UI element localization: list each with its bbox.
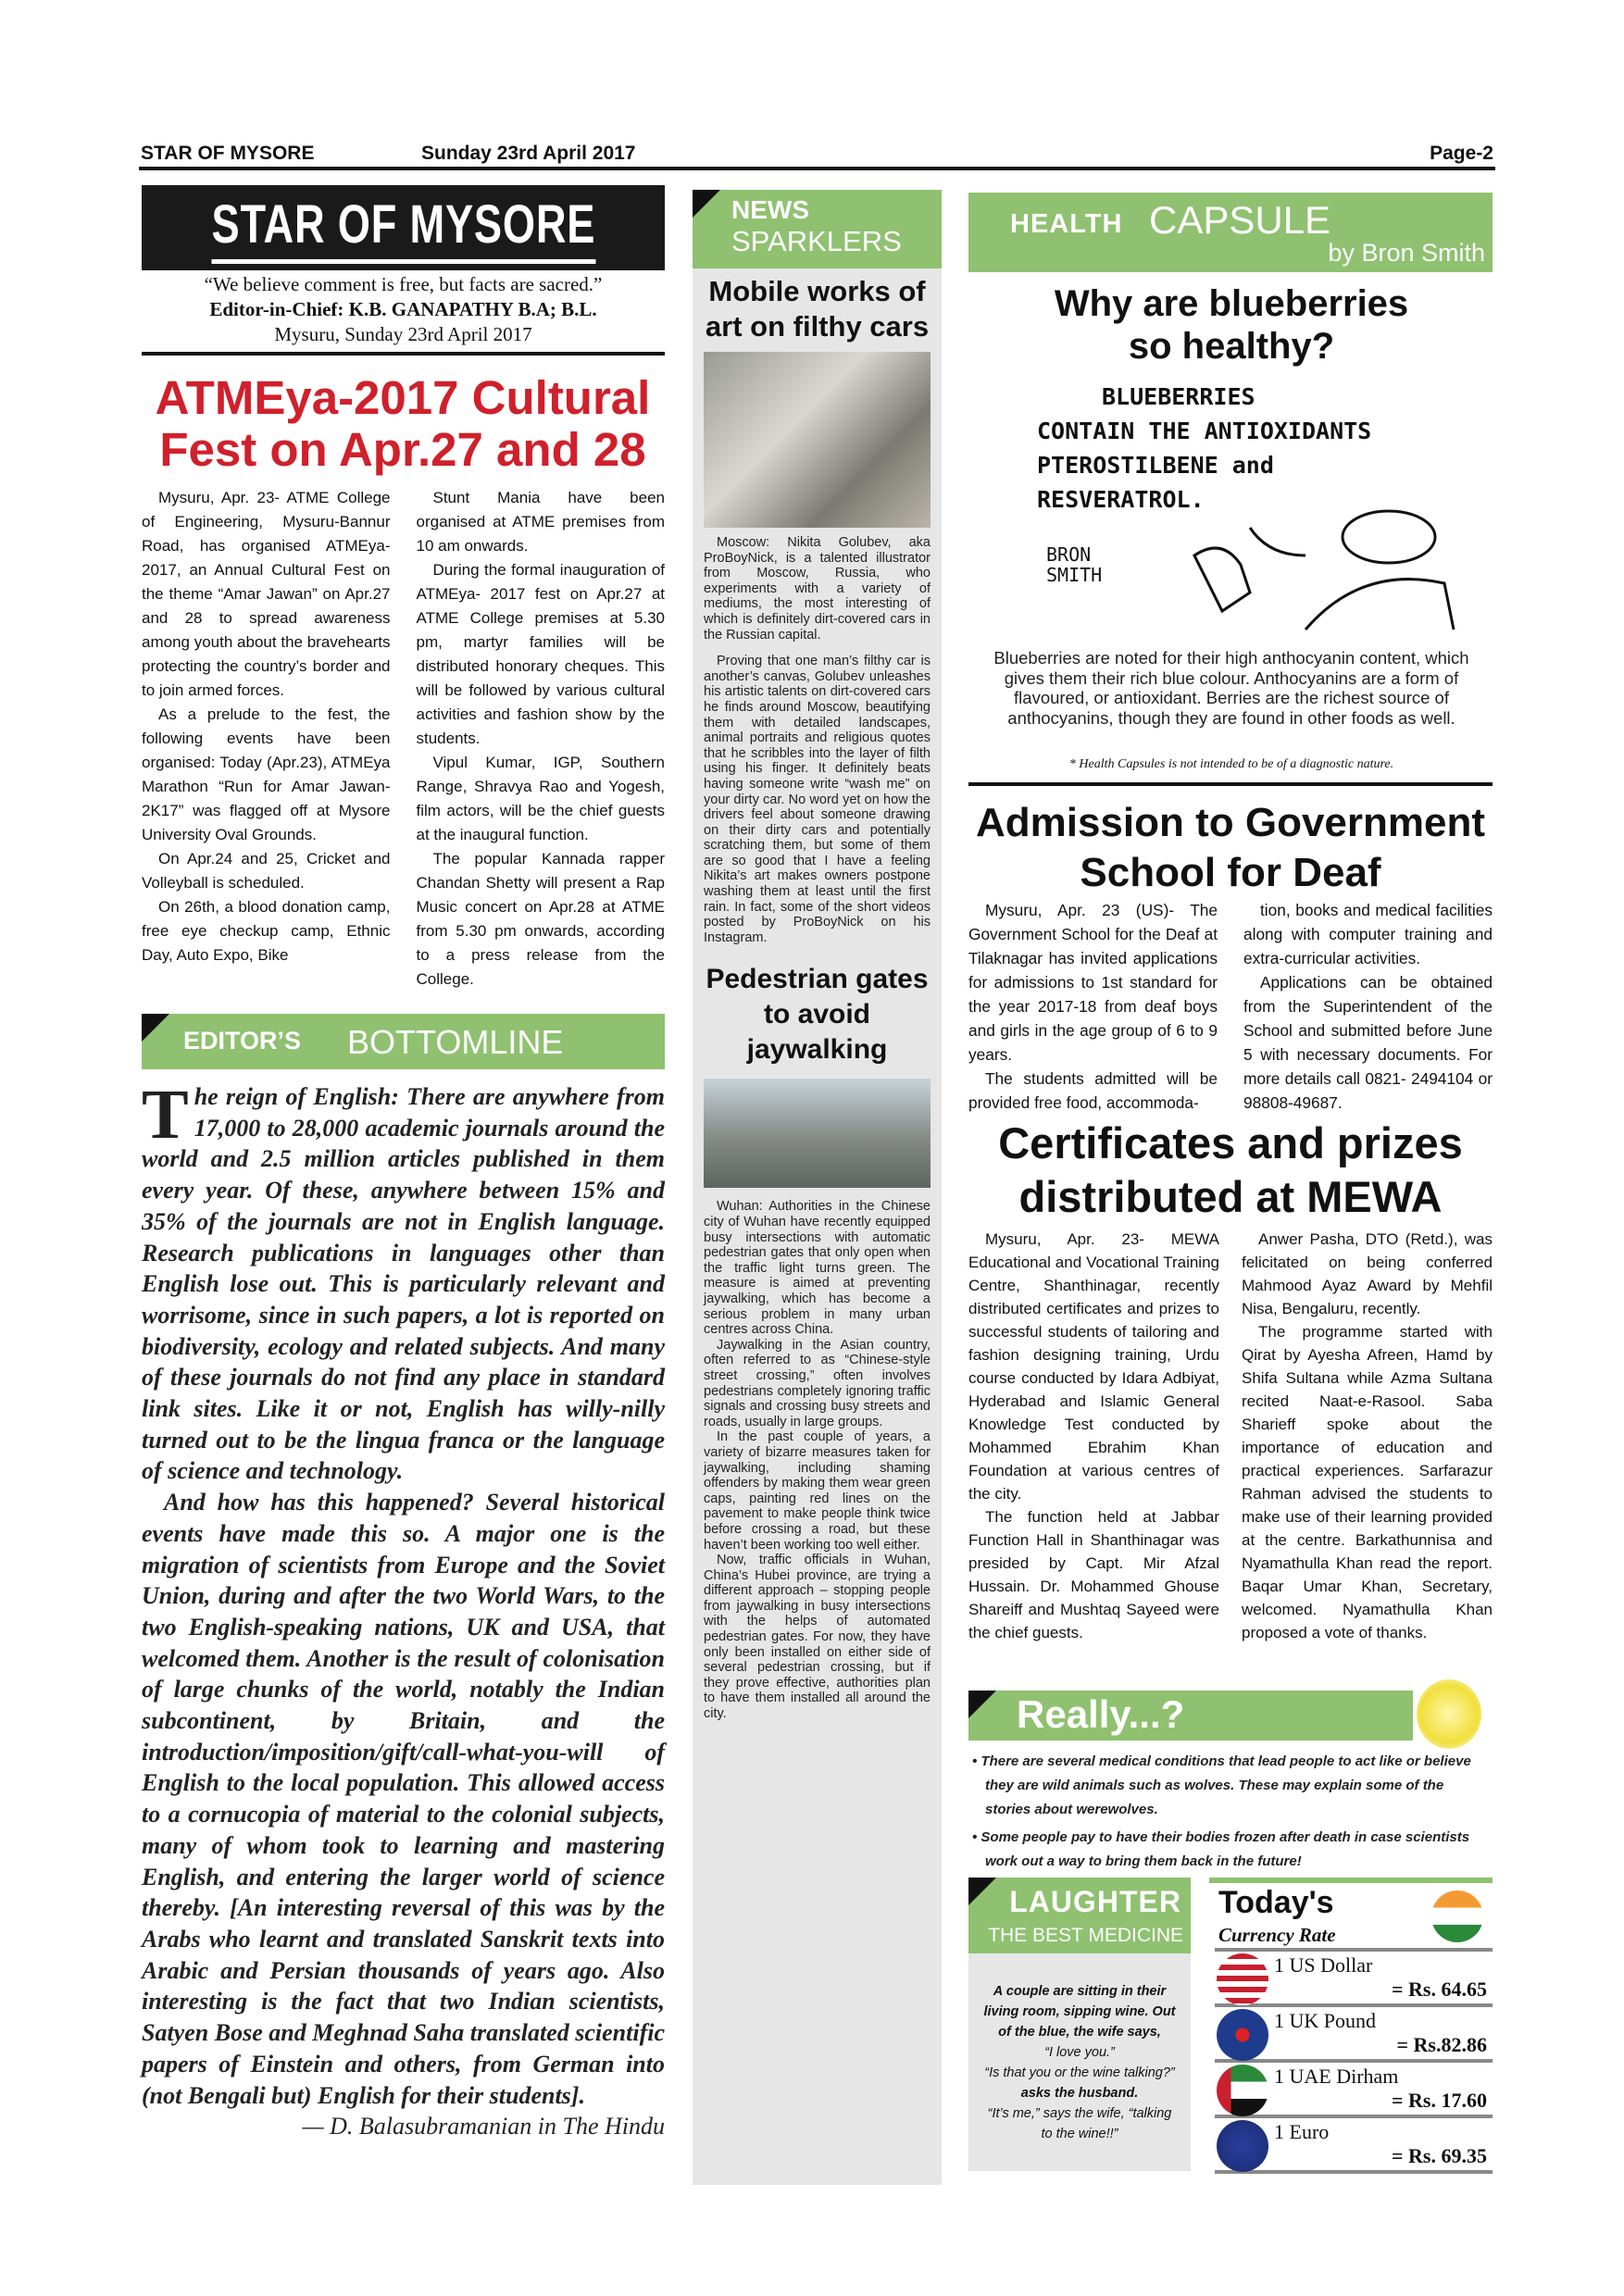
uk-flag-icon bbox=[1217, 2009, 1268, 2061]
masthead bbox=[142, 185, 665, 270]
dateline: Mysuru, Sunday 23rd April 2017 bbox=[274, 323, 532, 345]
cartoon-signature: BRON SMITH bbox=[1046, 543, 1103, 586]
divider bbox=[968, 782, 1493, 786]
joke-line: “It’s me,” says the wife, “talking to the wine!!” bbox=[987, 2106, 1172, 2141]
paragraph: Anwer Pasha, DTO (Retd.), was felicitated on being conferred Mahmood Ayaz Award by Mehfil Nisa, Bengaluru, recently. bbox=[1242, 1230, 1493, 1317]
health-capsule-banner bbox=[968, 193, 1493, 272]
masthead-logo: STAR OF MYSORE bbox=[211, 191, 595, 264]
drop-cap: T bbox=[142, 1076, 189, 1154]
motto: “We believe comment is free, but facts are sacred.” bbox=[204, 273, 603, 295]
editorial-para: And how has this happened? Several historical events have made this so. A major one is the migration of scientists from Europe and the Soviet Union, during and after the two World Wars, to the two English-speaking nations, UK and USA, that welcomed them. Another is the result of colonisation of large chunks of the world, notably the Indian subcontinent, by Britain, and the introduction/imposition/gift/call-what-you-will of English to the local population. This allowed access to a cornucopia of material to the colonial subjects, many of whom took to learning and mastering English, and entering the larger world of science thereby. [An interesting reversal of this was by the Arabs who learnt and translated Sanskrit texts into Arabic and Persian thousands of years ago. Also interesting is the fact that two Indian scientists, Satyen Bose and Meghnad Saha translated scientific papers of Einstein and others, from German into (not Bengali but) English for their students]. bbox=[142, 1489, 665, 2109]
paragraph: Mysuru, Apr. 23- MEWA Educational and Vocational Training Centre, Shanthinagar, recently distributed certificates and prizes to successful students of tailoring and fashion designing training, Urdu course conducted by Idara Adbiyat, Hyderabad and Islamic General Knowledge Test conducted by Mohammed Ebrahim Khan Foundation at various centres of the city. bbox=[968, 1230, 1219, 1503]
currency-row bbox=[1215, 2007, 1493, 2063]
banner-label: THE BEST MEDICINE bbox=[988, 1925, 1183, 1946]
really-banner bbox=[968, 1691, 1413, 1741]
editorial-body bbox=[142, 1076, 665, 2142]
currency-name: 1 Euro bbox=[1274, 2120, 1330, 2143]
atmeya-col1 bbox=[142, 486, 391, 992]
banner-label: EDITOR’S bbox=[183, 1027, 302, 1054]
corner-mark bbox=[968, 1878, 996, 1905]
currency-name: 1 UK Pound bbox=[1274, 2009, 1377, 2032]
mewa-col1 bbox=[968, 1228, 1219, 1644]
deaf-school-headline: Admission to Government School for Deaf bbox=[975, 800, 1486, 895]
atmeya-headline: ATMEya-2017 Cultural Fest on Apr.27 and 28 bbox=[155, 371, 651, 476]
cartoon-character-icon bbox=[1157, 481, 1463, 639]
currency-row bbox=[1215, 1952, 1493, 2007]
currency-value: = Rs. 17.60 bbox=[1392, 2089, 1487, 2112]
editor-line: Editor-in-Chief: K.B. GANAPATHY B.A; B.L. bbox=[209, 298, 597, 320]
us-flag-icon bbox=[1217, 1953, 1268, 2005]
paragraph: On 26th, a blood donation camp, free eye checkup camp, Ethnic Day, Auto Expo, Bike bbox=[142, 898, 391, 964]
currency-rates bbox=[1215, 1952, 1493, 2174]
cartoon-caption-line: RESVERATROL. bbox=[1037, 486, 1205, 513]
paragraph: tion, books and medical facilities along with computer training and extra-curricular activities. bbox=[1243, 901, 1493, 967]
atmeya-article bbox=[142, 486, 665, 992]
deaf-col2 bbox=[1243, 898, 1493, 1115]
editorial-para: he reign of English: There are anywhere from 17,000 to 28,000 academic journals around the world and 2.5 million articles published in them every year. Of these, anywhere between 15% and 35% of the journals are not in English language. Research publications in languages other than English lose out. This is particularly relevant and worrisome, since in such papers, a lot is reported on biodiversity, ecology and related subjects. And many of these journals do not find any place in standard link sites. Like it or not, English has willy-nilly turned out to be the lingua franca or the language of science and technology. bbox=[142, 1083, 665, 1485]
paragraph: The function held at Jabbar Function Hall in Shanthinagar was presided by Capt. Mir Afzal Hussain. Dr. Mohammed Ghouse Shareiff and Mushtaq Sayeed were the chief guests. bbox=[968, 1508, 1219, 1641]
currency-value: = Rs. 64.65 bbox=[1392, 1978, 1487, 2001]
paragraph: Proving that one man’s filthy car is another’s canvas, Golubev unleashes his artistic talents on dirt-covered cars he finds around Moscow, beautifying them with detailed landscapes, animal portraits and religious quotes that he scribbles into the layer of filth using his finger. It definitely beats having someone write “wash me” on your dirty car. No word yet on how the drivers feel about someone drawing on their dirty cars and potentially scratching them, but some of them are so good that I have a feeling Nikita’s art makes owners postpone washing them at least until the first rain. In fact, some of the short videos posted by ProBoyNick on his Instagram. bbox=[704, 654, 931, 945]
health-disclaimer: * Health Capsules is not intended to be of a diagnostic nature. bbox=[1068, 757, 1394, 771]
currency-name: 1 US Dollar bbox=[1274, 1953, 1373, 1977]
mewa-article bbox=[968, 1228, 1493, 1644]
health-body: Blueberries are noted for their high anthocyanin content, which gives them their rich blue colour. Anthocyanins are a form of flavoured, or antioxidant. Berries are the richest source of anthocyanins, though they are found in other foods as well. bbox=[993, 648, 1469, 728]
deaf-col1 bbox=[968, 898, 1218, 1115]
joke-line: “I love you.” bbox=[1044, 2045, 1115, 2060]
health-title: Why are blueberries so healthy? bbox=[1054, 283, 1409, 367]
editors-bottomline-banner bbox=[142, 1014, 665, 1069]
editorial-byline: — D. Balasubramanian in The Hindu bbox=[302, 2113, 665, 2140]
blueberry-cartoon bbox=[1018, 380, 1463, 639]
paragraph: Stunt Mania have been organised at ATME premises from 10 am onwards. bbox=[416, 489, 665, 555]
currency-header bbox=[1215, 1883, 1493, 1952]
dirty-car-art-photo bbox=[704, 352, 931, 528]
story-headline: Mobile works of art on filthy cars bbox=[705, 275, 930, 343]
mewa-col2 bbox=[1242, 1228, 1493, 1644]
story-body bbox=[693, 1199, 942, 1721]
divider bbox=[142, 352, 665, 356]
cartoon-caption-line: BLUEBERRIES bbox=[1102, 383, 1255, 410]
corner-mark bbox=[968, 1691, 996, 1718]
lightbulb-mascot-icon bbox=[1417, 1679, 1481, 1749]
corner-mark bbox=[142, 1014, 169, 1042]
currency-rate-box bbox=[1209, 1878, 1493, 2174]
currency-name: 1 UAE Dirham bbox=[1274, 2065, 1399, 2088]
pedestrian-gates-photo bbox=[704, 1079, 931, 1188]
atmeya-col2 bbox=[417, 486, 666, 992]
mewa-headline: Certificates and prizes distributed at MEWA bbox=[998, 1118, 1463, 1221]
paragraph: Jaywalking in the Asian country, often referred to as “Chinese-style street crossing,” often involves pedestrians completely ignoring traffic signals and crossing busy streets and roads, usually in large groups. bbox=[704, 1337, 931, 1429]
currency-row bbox=[1215, 2063, 1493, 2118]
joke-line: “Is that you or the wine talking?” bbox=[984, 2065, 1175, 2080]
paragraph: During the formal inauguration of ATMEya- 2017 fest on Apr.27 at ATME College premises at 5.30 pm, martyr families will be distributed honorary cheques. This will be followed by various cultural activities and fashion show by the students. bbox=[416, 561, 665, 747]
paragraph: Applications can be obtained from the Superintendent of the School and submitted before June 5 with necessary documents. For more details call 0821- 2494104 or 98808-49687. bbox=[1243, 973, 1493, 1112]
laughter-joke bbox=[968, 1953, 1191, 2171]
paragraph: On Apr.24 and 25, Cricket and Volleyball is scheduled. bbox=[142, 850, 391, 892]
corner-mark bbox=[693, 190, 720, 218]
currency-value: = Rs. 69.35 bbox=[1392, 2144, 1487, 2167]
paragraph: The popular Kannada rapper Chandan Shetty will present a Rap Music concert on Apr.28 at ATME from 5.30 pm onwards, according to a press release from the College. bbox=[416, 850, 665, 988]
currency-title: Today's bbox=[1218, 1885, 1334, 1920]
cartoon-caption-line: CONTAIN THE ANTIOXIDANTS bbox=[1037, 418, 1372, 444]
paragraph: Mysuru, Apr. 23- ATME College of Engineering, Mysuru-Bannur Road, has organised ATMEya-2017, an Annual Cultural Fest on the theme “Amar Jawan” on Apr.27 and 28 to spread awareness among youth about the bravehearts protecting the country’s border and to join armed forces. bbox=[142, 489, 391, 699]
story-headline: Pedestrian gates to avoid jaywalking bbox=[706, 964, 929, 1066]
banner-label: LAUGHTER bbox=[1009, 1885, 1181, 1918]
paragraph: In the past couple of years, a variety of bizarre measures taken for jaywalking, including shaming offenders by making them wear green caps, painting red lines on the pavement to make people think twice before crossing a road, but these haven’t been working too well either. bbox=[704, 1429, 931, 1553]
banner-label: HEALTH bbox=[1010, 209, 1123, 239]
paragraph: Vipul Kumar, IGP, Southern Range, Shravya Rao and Yogesh, film actors, will be the chief guests at the inaugural function. bbox=[416, 754, 665, 843]
really-facts bbox=[968, 1750, 1493, 1874]
paragraph: The programme started with Qirat by Ayesha Afreen, Hamd by Shifa Sultana while Azma Sultana recited Naat-e-Rasool. Saba Sharieff spoke about the importance of education and practical experiences. Sarfarazur Rahman advised the students to make use of their learning provided at the centre. Barkathunnisa and Nyamathulla Khan read the report. Baqar Umar Khan, Secretary, welcomed. Nyamathulla Khan proposed a vote of thanks. bbox=[1242, 1323, 1493, 1641]
paragraph: Mysuru, Apr. 23 (US)- The Government School for the Deaf at Tilaknagar has invited applications for admissions to 1st standard for the year 2017-18 from deaf boys and girls in the age group of 6 to 9 years. bbox=[968, 901, 1218, 1064]
cartoon-caption-line: PTEROSTILBENE and bbox=[1037, 452, 1274, 479]
page-header bbox=[139, 139, 1495, 170]
banner-label: SPARKLERS bbox=[731, 225, 902, 257]
fact-text: There are several medical conditions that lead people to act like or believe they are wild animals such as wolves. These may explain some of the stories about werewolves. bbox=[981, 1753, 1471, 1817]
eu-flag-icon bbox=[1217, 2120, 1268, 2172]
currency-row bbox=[1215, 2118, 1493, 2174]
fact-text: Some people pay to have their bodies frozen after death in case scientists work out a way to bring them back in the future! bbox=[981, 1829, 1470, 1869]
story-body bbox=[693, 535, 942, 945]
joke-line: asks the husband. bbox=[1020, 2086, 1139, 2101]
banner-label: NEWS bbox=[731, 195, 809, 224]
paragraph: The students admitted will be provided free food, accommoda- bbox=[968, 1069, 1218, 1112]
paragraph: As a prelude to the fest, the following events have been organised: Today (Apr.23), ATMEya Marathon “Run for Amar Jawan- 2K17” was flagged off at Mysore University Oval Grounds. bbox=[142, 705, 391, 843]
masthead-info bbox=[142, 272, 665, 347]
fact-item: • Some people pay to have their bodies frozen after death in case scientists work out a way to bring them back in the future! bbox=[972, 1829, 1470, 1869]
paragraph: Wuhan: Authorities in the Chinese city of Wuhan have recently equipped busy intersections with automatic pedestrian gates that only open when the traffic light turns green. The measure is aimed at preventing jaywalking, which has become a serious problem in many urban centres across China. bbox=[704, 1199, 931, 1338]
news-sparklers-banner bbox=[693, 190, 942, 268]
banner-label: Really...? bbox=[1017, 1692, 1185, 1736]
currency-value: = Rs.82.86 bbox=[1396, 2033, 1487, 2056]
banner-label: BOTTOMLINE bbox=[347, 1023, 564, 1061]
author: by Bron Smith bbox=[1328, 239, 1485, 267]
joke-line: A couple are sitting in their living room, sipping wine. Out of the blue, the wife says, bbox=[983, 1984, 1176, 2040]
header-date: Sunday 23rd April 2017 bbox=[421, 143, 636, 164]
currency-subtitle: Currency Rate bbox=[1218, 1924, 1336, 1946]
fact-item: • There are several medical conditions that lead people to act like or believe they are wild animals such as wolves. These may explain some of the stories about werewolves. bbox=[972, 1753, 1471, 1817]
india-flag-icon bbox=[1431, 1890, 1483, 1942]
paragraph: Now, traffic officials in Wuhan, China’s Hubei province, are trying a different approach – stopping people from jaywalking in busy intersections with the helps of automated pedestrian gates. For now, they have only been installed on either side of several pedestrian crossing, but if they prove effective, authorities plan to have them installed all around the city. bbox=[704, 1553, 931, 1722]
uae-flag-icon bbox=[1217, 2065, 1268, 2116]
news-sparklers-column bbox=[693, 268, 942, 2185]
paragraph: Moscow: Nikita Golubev, aka ProBoyNick, is a talented illustrator from Moscow, Russia, who experiments with a variety of mediums, the most interesting of which is definitely dirt-covered cars in the Russian capital. bbox=[704, 535, 931, 643]
laughter-banner bbox=[968, 1878, 1191, 1953]
page-number: Page-2 bbox=[1430, 143, 1493, 164]
banner-label: CAPSULE bbox=[1149, 198, 1331, 242]
deaf-school-article bbox=[968, 898, 1493, 1115]
paper-name: STAR OF MYSORE bbox=[141, 143, 315, 164]
